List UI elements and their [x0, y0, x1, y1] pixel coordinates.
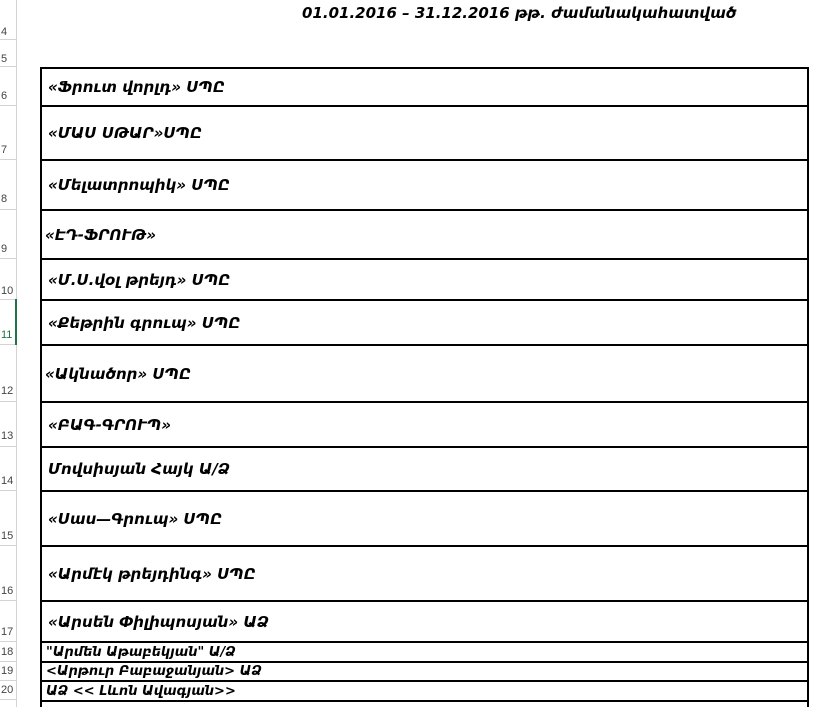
table-cell[interactable]	[40, 682, 809, 702]
table-cell[interactable]	[40, 260, 809, 301]
row-header-10[interactable]: 10	[1, 285, 14, 297]
row-gridline	[0, 600, 16, 601]
row-gridline	[0, 661, 16, 662]
active-row-indicator	[15, 299, 17, 345]
row-header-14[interactable]: 14	[1, 475, 14, 487]
row-header-13[interactable]: 13	[1, 430, 14, 442]
company-name: «Մելատրոպիկ» ՍՊԸ	[48, 176, 230, 194]
row-header-17[interactable]: 17	[1, 626, 14, 638]
table-cell[interactable]	[40, 107, 809, 161]
row-gridline	[0, 490, 16, 491]
row-gridline	[0, 641, 16, 642]
row-gridline	[0, 446, 16, 447]
row-gridline	[0, 39, 16, 40]
company-name: Մովսիսյան Հայկ Ա/Ձ	[48, 460, 231, 478]
row-header-8[interactable]: 8	[1, 193, 8, 205]
table-cell[interactable]	[40, 492, 809, 547]
row-gridline	[0, 344, 16, 345]
row-gridline	[0, 401, 16, 402]
company-name: «Ֆրուտ վորլդ» ՍՊԸ	[48, 78, 225, 96]
company-name: «ՄԱՍ ՍԹԱՐ»ՍՊԸ	[48, 124, 202, 142]
row-header-15[interactable]: 15	[1, 530, 14, 542]
row-gridline	[0, 680, 16, 681]
table-cell[interactable]	[40, 211, 809, 260]
table-cell[interactable]	[40, 663, 809, 682]
table-cell[interactable]	[40, 602, 809, 643]
table-cell[interactable]	[40, 346, 809, 403]
company-name: «ԲԱԳ-ԳՐՈՒՊ»	[48, 415, 172, 434]
row-header-11[interactable]: 11	[1, 329, 13, 341]
company-name: "Արմեն Աթաբեկյան" Ա/Ձ	[46, 644, 236, 660]
table-cell[interactable]	[40, 643, 809, 663]
company-name: <Արթուր Բաբաջանյան> ԱՁ	[46, 664, 262, 679]
row-gridline	[0, 699, 16, 700]
table-cell[interactable]	[40, 161, 809, 211]
row-header-7[interactable]: 7	[1, 144, 8, 156]
row-header-19[interactable]: 19	[1, 665, 14, 677]
table-cell[interactable]	[40, 301, 809, 346]
row-header-18[interactable]: 18	[1, 646, 14, 658]
company-name: «Արմէկ թրեյդինգ» ՍՊԸ	[48, 564, 256, 583]
row-header-5[interactable]: 5	[1, 53, 8, 65]
company-name: ԱՁ << Լևոն Ավագյան>>	[46, 683, 236, 699]
company-name: «Մ.Ս.վօլ թրեյդ» ՍՊԸ	[48, 270, 231, 289]
table-cell[interactable]	[40, 448, 809, 492]
row-header-16[interactable]: 16	[1, 585, 14, 597]
row-gridline	[0, 66, 16, 67]
row-header-20[interactable]: 20	[1, 684, 14, 696]
company-name: «Քեթրին գրուպ» ՍՊԸ	[48, 313, 241, 332]
company-name: «Ակնածոր» ՍՊԸ	[45, 364, 192, 383]
row-gridline	[0, 209, 16, 210]
row-header-6[interactable]: 6	[1, 90, 8, 102]
company-name: «ԷԴ-ՖՐՈՒԹ»	[45, 225, 156, 244]
row-header-9[interactable]: 9	[1, 243, 8, 255]
table-cell[interactable]	[40, 403, 809, 448]
row-header-12[interactable]: 12	[1, 385, 14, 397]
company-name: «Սաս—Գրուպ» ՍՊԸ	[48, 509, 223, 528]
row-gridline	[0, 258, 16, 259]
row-gridline	[0, 105, 16, 106]
row-gridline	[0, 299, 16, 300]
row-gridline	[0, 545, 16, 546]
company-name: «Արսեն Փիլիպոսյան» ԱՁ	[48, 612, 270, 631]
table-cell[interactable]	[40, 69, 809, 107]
table-cell[interactable]	[40, 547, 809, 602]
row-header-4[interactable]: 4	[1, 26, 8, 38]
report-period-title[interactable]: 01.01.2016 – 31.12.2016 թթ. ժամանակահատված	[302, 4, 737, 22]
row-gridline	[0, 159, 16, 160]
